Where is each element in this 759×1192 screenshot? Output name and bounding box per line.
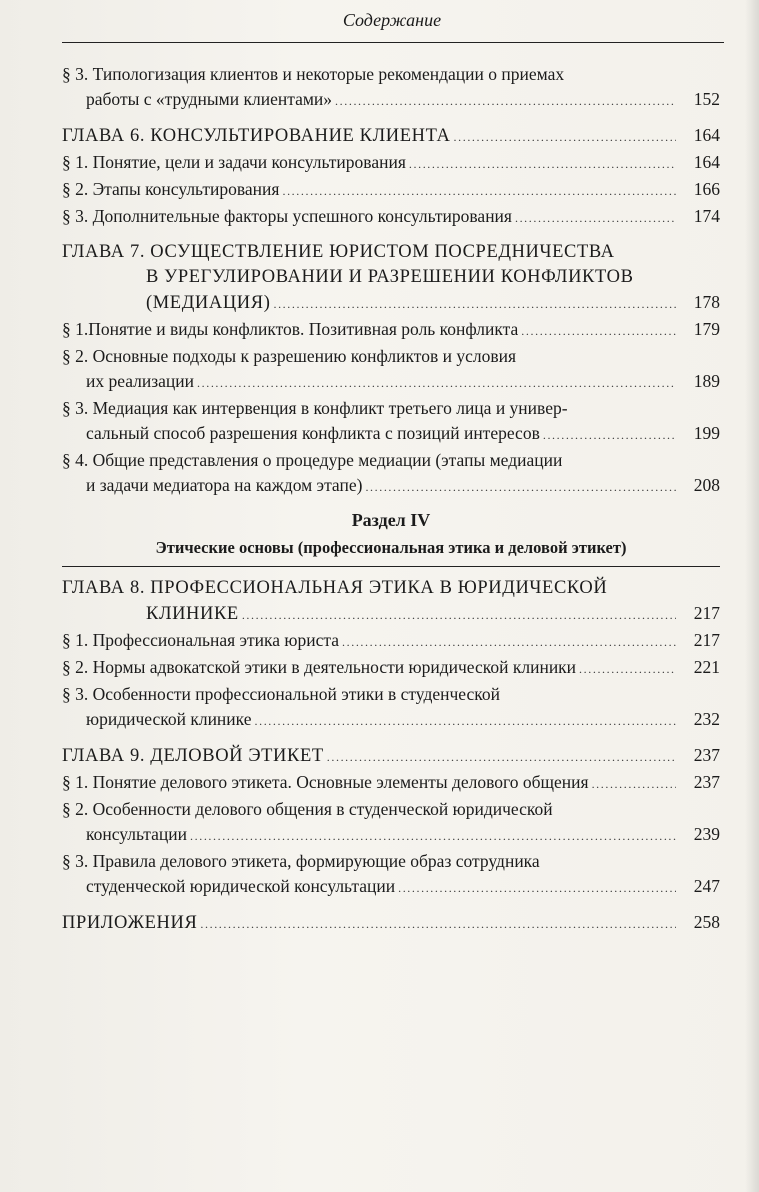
toc-section-entry <box>62 150 720 177</box>
toc-entry-text: § 1. Понятие, цели и задачи консультирования <box>62 152 406 172</box>
toc-entry-last-line <box>62 123 720 150</box>
toc-chapter-entry <box>62 743 720 770</box>
toc-entry-text: § 4. Общие представления о процедуре медиации (этапы медиации <box>62 450 563 470</box>
page-number: 166 <box>693 179 720 199</box>
toc-section-entry <box>62 655 720 682</box>
toc-chapter-entry <box>62 123 720 150</box>
toc-entry-last-line <box>62 874 720 901</box>
leader-dots <box>282 179 676 204</box>
leader-dots <box>515 206 676 231</box>
toc-entry-last-line <box>62 87 720 114</box>
toc-entry-text: § 2. Основные подходы к разрешению конфликтов и условия <box>62 346 517 366</box>
toc-entry-text: сальный способ разрешения конфликта с позиций интересов <box>86 423 540 443</box>
toc-entry-text: и задачи медиатора на каждом этапе) <box>86 475 363 495</box>
toc-entry-text: студенческой юридической консультации <box>86 876 396 896</box>
toc-entry-text: консультации <box>86 824 188 844</box>
toc-entry-last-line <box>62 770 720 797</box>
leader-dots <box>521 319 676 344</box>
leader-dots <box>335 89 676 114</box>
toc-entry-last-line <box>62 421 720 448</box>
toc-entry-text: § 3. Правила делового этикета, формирующие образ сотрудника <box>62 851 540 871</box>
toc-section-entry <box>62 797 720 849</box>
toc-entry-last-line <box>62 177 720 204</box>
toc-entry-text: (МЕДИАЦИЯ) <box>146 293 271 313</box>
leader-dots <box>197 371 676 396</box>
toc-entry-last-line <box>62 910 720 937</box>
toc-entry-text: § 1. Понятие делового этикета. Основные элементы делового общения <box>62 772 589 792</box>
toc-section-a <box>62 62 720 500</box>
part-title: Раздел IV <box>351 510 431 530</box>
toc-entry-last-line <box>62 601 720 628</box>
leader-dots <box>255 709 677 734</box>
toc-entry-text: ГЛАВА 6. КОНСУЛЬТИРОВАНИЕ КЛИЕНТА <box>62 126 451 146</box>
toc-entry-last-line <box>62 317 720 344</box>
part-rule <box>62 566 720 567</box>
toc-entry-text: КЛИНИКЕ <box>146 604 239 624</box>
toc-entry-last-line <box>62 655 720 682</box>
toc-entry-last-line <box>62 822 720 849</box>
toc-entry-text: работы с «трудными клиентами» <box>86 89 333 109</box>
leader-dots <box>579 657 676 682</box>
toc-entry-text: § 1. Профессиональная этика юриста <box>62 630 340 650</box>
toc-entry-text: ПРИЛОЖЕНИЯ <box>62 913 198 933</box>
toc-entry-text: § 1.Понятие и виды конфликтов. Позитивная роль конфликта <box>62 319 519 339</box>
toc-entry-text: § 2. Нормы адвокатской этики в деятельности юридической клиники <box>62 657 577 677</box>
leader-dots <box>454 125 676 150</box>
toc-entry-text: § 2. Этапы консультирования <box>62 179 280 199</box>
toc-section-entry <box>62 849 720 901</box>
toc-entry-text: ГЛАВА 9. ДЕЛОВОЙ ЭТИКЕТ <box>62 746 324 766</box>
toc-chapter-entry <box>62 910 720 937</box>
page-number: 221 <box>693 657 720 677</box>
page-number: 164 <box>693 152 720 172</box>
table-of-contents <box>62 62 720 937</box>
toc-section-entry <box>62 317 720 344</box>
toc-entry-last-line <box>62 150 720 177</box>
header-rule <box>62 42 724 43</box>
toc-section-entry <box>62 204 720 231</box>
toc-entry-last-line <box>62 473 720 500</box>
page-number: 152 <box>693 89 720 109</box>
toc-entry-text: В УРЕГУЛИРОВАНИИ И РАЗРЕШЕНИИ КОНФЛИКТОВ <box>146 267 634 287</box>
part-heading <box>62 508 720 567</box>
toc-section-entry <box>62 396 720 448</box>
toc-entry-last-line <box>62 369 720 396</box>
toc-section-b <box>62 576 720 937</box>
toc-entry-last-line <box>62 628 720 655</box>
toc-section-entry <box>62 682 720 734</box>
leader-dots <box>242 603 676 628</box>
toc-section-entry <box>62 344 720 396</box>
leader-dots <box>200 912 676 937</box>
page-number: 237 <box>693 745 720 765</box>
page-number: 217 <box>693 630 720 650</box>
page-number: 247 <box>693 876 720 896</box>
toc-entry-text: юридической клинике <box>86 709 252 729</box>
toc-section-entry <box>62 448 720 500</box>
toc-entry-last-line <box>62 707 720 734</box>
page-number: 237 <box>693 772 720 792</box>
toc-entry-text: § 2. Особенности делового общения в студенческой юридической <box>62 799 553 819</box>
page-number: 164 <box>693 125 720 145</box>
leader-dots <box>409 152 676 177</box>
toc-chapter-entry <box>62 576 720 628</box>
toc-entry-text: § 3. Дополнительные факторы успешного консультирования <box>62 206 512 226</box>
leader-dots <box>592 772 676 797</box>
toc-section-entry <box>62 770 720 797</box>
page-number: 179 <box>693 319 720 339</box>
toc-chapter-entry <box>62 240 720 317</box>
leader-dots <box>342 630 676 655</box>
leader-dots <box>190 824 676 849</box>
toc-entry-text: § 3. Медиация как интервенция в конфликт третьего лица и универ- <box>62 398 568 418</box>
leader-dots <box>327 745 676 770</box>
leader-dots <box>543 423 676 448</box>
page-number: 189 <box>693 371 720 391</box>
toc-entry-text: § 3. Типологизация клиентов и некоторые рекомендации о приемах <box>62 64 565 84</box>
toc-entry-text: их реализации <box>86 371 195 391</box>
page-number: 232 <box>693 709 720 729</box>
leader-dots <box>398 876 676 901</box>
leader-dots <box>365 475 676 500</box>
toc-section-entry <box>62 62 720 114</box>
page-number: 199 <box>693 423 720 443</box>
toc-entry-text: ГЛАВА 8. ПРОФЕССИОНАЛЬНАЯ ЭТИКА В ЮРИДИЧЕСКОЙ <box>62 578 608 598</box>
page-number: 208 <box>693 475 720 495</box>
toc-entry-text: § 3. Особенности профессиональной этики в студенческой <box>62 684 500 704</box>
toc-entry-last-line <box>62 204 720 231</box>
toc-section-entry <box>62 628 720 655</box>
page-number: 174 <box>693 206 720 226</box>
toc-entry-text: ГЛАВА 7. ОСУЩЕСТВЛЕНИЕ ЮРИСТОМ ПОСРЕДНИЧЕСТВА <box>62 242 615 262</box>
toc-entry-last-line <box>62 290 720 317</box>
page-edge-shadow <box>745 0 759 1192</box>
page-number: 239 <box>693 824 720 844</box>
page-number: 217 <box>693 603 720 623</box>
toc-section-entry <box>62 177 720 204</box>
page-number: 178 <box>693 292 720 312</box>
toc-entry-last-line <box>62 743 720 770</box>
running-header: Содержание <box>342 10 442 30</box>
page-number: 258 <box>693 912 720 932</box>
leader-dots <box>273 292 676 317</box>
part-subtitle: Этические основы (профессиональная этика и деловой этикет) <box>155 538 627 557</box>
